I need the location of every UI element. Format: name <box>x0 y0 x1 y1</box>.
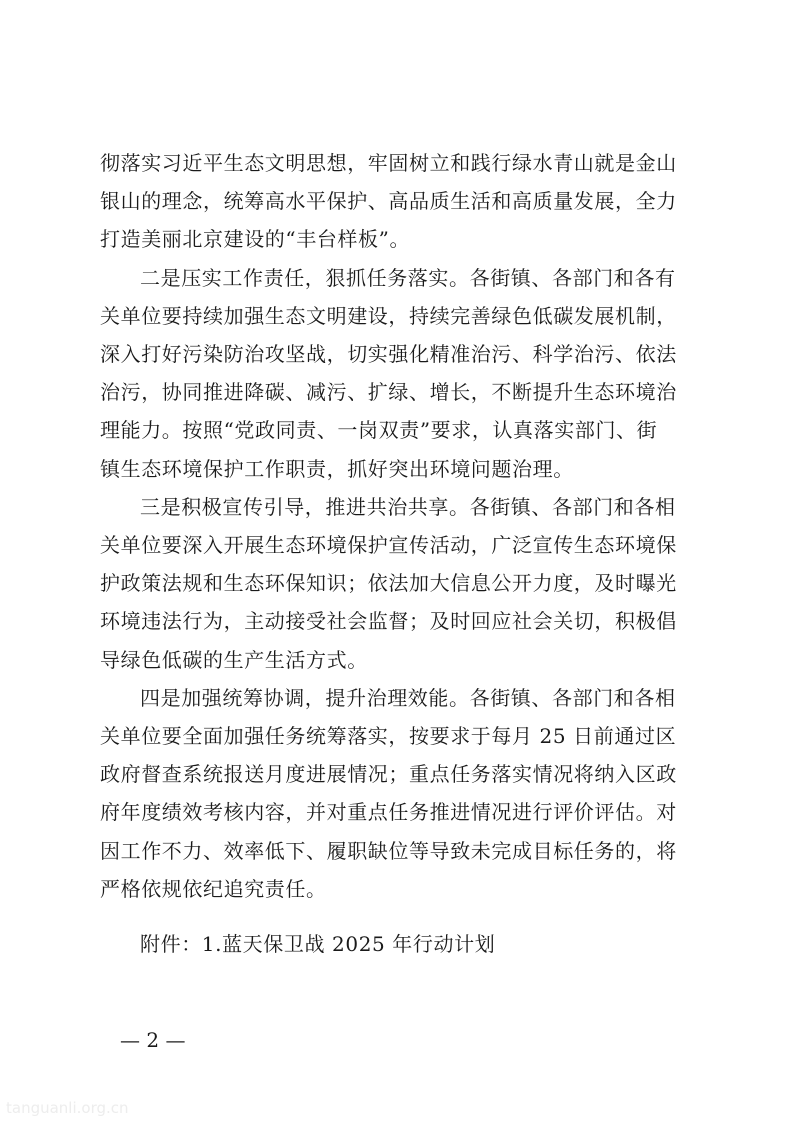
body-line: 环境违法行为，主动接受社会监督；及时回应社会关切，积极倡 <box>100 609 677 634</box>
attachment-line: 附件：1.蓝天保卫战 2025 年行动计划 <box>140 932 496 956</box>
body-line: 府年度绩效考核内容，并对重点任务推进情况进行评价评估。对 <box>100 800 677 825</box>
body-line: 打造美丽北京建设的“丰台样板”。 <box>100 227 411 252</box>
body-line: 关单位要持续加强生态文明建设，持续完善绿色低碳发展机制， <box>100 303 677 328</box>
body-line: 护政策法规和生态环保知识；依法加大信息公开力度，及时曝光 <box>100 571 677 596</box>
body-line: 政府督查系统报送月度进展情况；重点任务落实情况将纳入区政 <box>100 762 677 787</box>
page-number: — 2 — <box>120 1028 186 1052</box>
body-line: 理能力。按照“党政同责、一岗双责”要求，认真落实部门、街 <box>100 418 658 443</box>
paragraph-2-first-line: 二是压实工作责任，狠抓任务落实。各街镇、各部门和各有 <box>140 265 676 290</box>
body-line: 关单位要深入开展生态环境保护宣传活动，广泛宣传生态环境保 <box>100 533 677 558</box>
body-line: 因工作不力、效率低下、履职缺位等导致未完成目标任务的，将 <box>100 838 677 863</box>
document-body <box>100 144 700 908</box>
body-line: 银山的理念，统筹高水平保护、高品质生活和高质量发展，全力 <box>100 189 677 214</box>
body-line: 治污，协同推进降碳、减污、扩绿、增长，不断提升生态环境治 <box>100 380 677 405</box>
paragraph-4-first-line: 四是加强统筹协调，提升治理效能。各街镇、各部门和各相 <box>140 685 676 710</box>
paragraph-3-first-line: 三是积极宣传引导，推进共治共享。各街镇、各部门和各相 <box>140 494 676 519</box>
body-line: 彻落实习近平生态文明思想，牢固树立和践行绿水青山就是金山 <box>100 151 677 175</box>
body-line: 镇生态环境保护工作职责，抓好突出环境问题治理。 <box>100 456 574 481</box>
body-line: 深入打好污染防治攻坚战，切实强化精准治污、科学治污、依法 <box>100 342 677 367</box>
body-line: 严格依规依纪追究责任。 <box>100 876 327 901</box>
body-line: 导绿色低碳的生产生活方式。 <box>100 647 368 672</box>
watermark: tanguanli.org.cn <box>6 1099 129 1117</box>
body-line: 关单位要全面加强任务统筹落实，按要求于每月 25 日前通过区 <box>100 724 677 749</box>
